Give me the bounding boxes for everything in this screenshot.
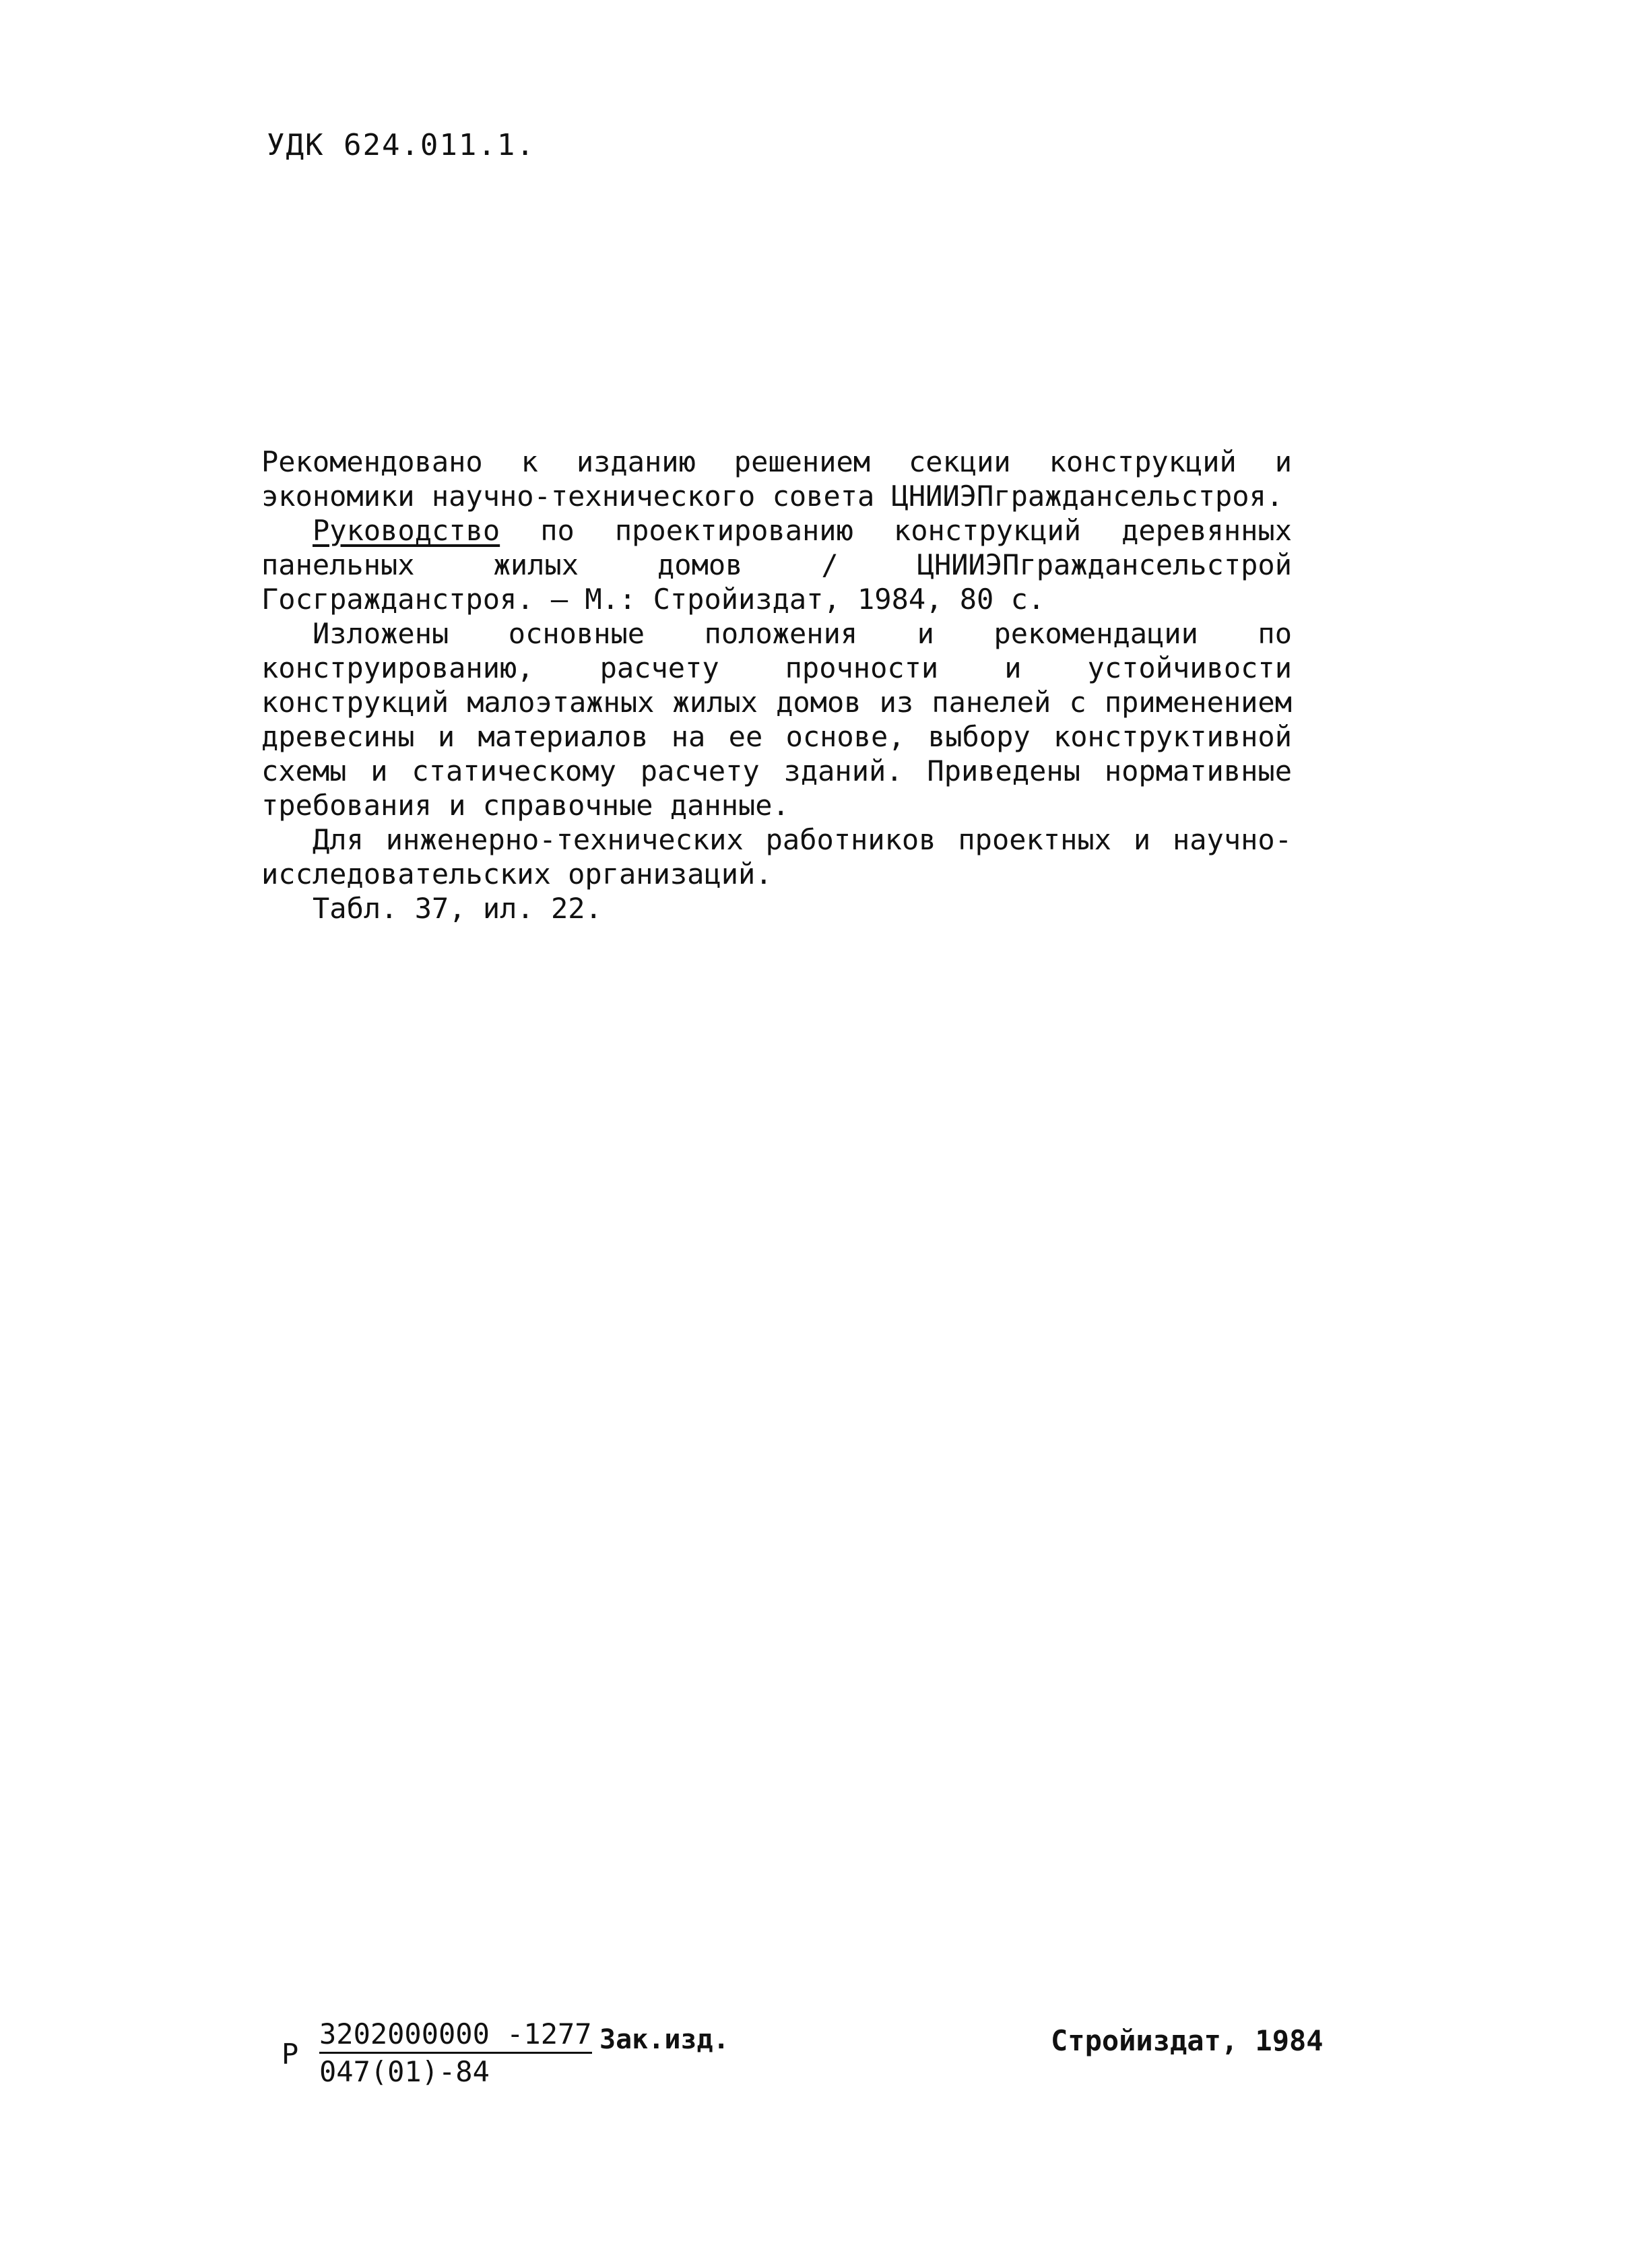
- classification-fraction: [319, 2017, 592, 2088]
- code-numerator: 3202000000 -1277: [319, 2017, 592, 2054]
- order-label: Зак.изд.: [599, 2024, 729, 2055]
- audience-text: Для инженерно-технических работников проектных и научно-исследовательских организаций.: [261, 823, 1292, 890]
- bibliographic-details: по проектированию конструкций деревянных панельных жилых домов / ЦНИИЭПграждансельстрой Госгражданстроя. – М.: Стройиздат, 1984, 80 с.: [261, 514, 1292, 616]
- recommendation-text: Рекомендовано к изданию решением секции конструкций и экономики научно-технического совета ЦНИИЭПграждансельстроя.: [261, 445, 1292, 513]
- udc-code: УДК 624.011.1.: [267, 128, 535, 162]
- abstract-text: Изложены основные положения и рекомендации по конструированию, расчету прочности и устойчивости конструкций малоэтажных жилых домов из панелей с применением древесины и материалов на ее основе, выбору конструктивной схемы и статическому расчету зданий. Приведены нормативные требования и справочные данные.: [261, 617, 1292, 822]
- bibliographic-title: Руководство: [313, 514, 500, 547]
- annotation-block: [261, 445, 1292, 926]
- bibliographic-record: [261, 513, 1292, 616]
- publisher-year: Стройиздат, 1984: [1051, 2024, 1324, 2057]
- classification-letter: Р: [282, 2038, 299, 2071]
- tables-figures-count: Табл. 37, ил. 22.: [313, 892, 602, 925]
- code-denominator: 047(01)-84: [319, 2055, 490, 2088]
